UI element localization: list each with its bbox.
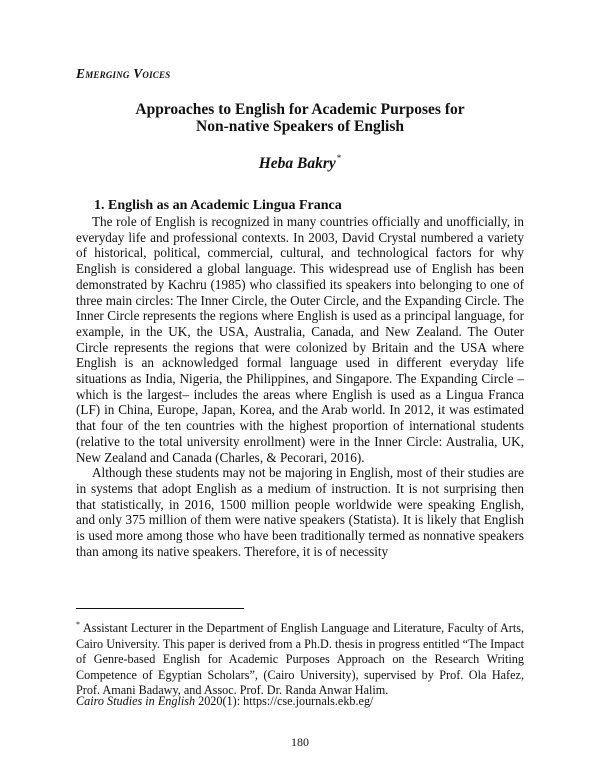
- footnote-divider: [76, 608, 244, 609]
- footnote-text: Assistant Lecturer in the Department of English Language and Literature, Faculty of Arts, Cairo University. This paper is derived from a Ph.D. thesis in progress entitled “The Impact of Genre-based English for Academic Purposes Approach on the Research Writing Competence of Egyptian Scholars”, (Cairo University), supervised by Prof. Ola Hafez, Prof. Amani Badawy, and Assoc. Prof. Dr. Randa Anwar Halim.: [76, 621, 524, 698]
- article-title-line-1: Approaches to English for Academic Purposes for: [135, 101, 465, 118]
- author-footnote-mark: *: [336, 153, 342, 163]
- footnote-mark: *: [76, 620, 80, 629]
- footnote: [76, 617, 524, 699]
- article-title: [76, 101, 524, 135]
- author-line: [76, 153, 524, 173]
- journal-name: Cairo Studies in English: [76, 694, 196, 708]
- article-title-line-2: Non-native Speakers of English: [196, 118, 404, 135]
- paragraph-1: The role of English is recognized in many countries officially and unofficially, in everyday life and professional contexts. In 2003, David Crystal numbered a variety of historical, political, commercial, cultural, and technological factors for why English is considered a global language. This widespread use of English has been demonstrated by Kachru (1985) who classified its speakers into belonging to one of three main circles: The Inner Circle, the Outer Circle, and the Expanding Circle. The Inner Circle represents the regions where English is used as a principal language, for example, in the UK, the USA, Australia, Canada, and New Zealand. The Outer Circle represents the regions that were colonized by Britain and the USA where English is an acknowledged formal language used in different everyday life situations as India, Nigeria, the Philippines, and Singapore. The Expanding Circle –which is the largest– includes the areas where English is used as a Lingua Franca (LF) in China, Europe, Japan, Korea, and the Arab world. In 2012, it was estimated that four of the ten countries with the highest proportion of international students (relative to the total university enrollment) were in the Inner Circle: Australia, UK, New Zealand and Canada (Charles, & Pecorari, 2016).: [76, 214, 524, 465]
- journal-citation: [76, 694, 373, 709]
- section-heading: 1. English as an Academic Lingua Franca: [94, 198, 342, 213]
- author-name: Heba Bakry: [258, 155, 336, 172]
- body-text: [76, 214, 524, 559]
- section-tag: Emerging Voices: [76, 66, 171, 81]
- paragraph-2: Although these students may not be majoring in English, most of their studies are in systems that adopt English as a medium of instruction. It is not surprising then that statistically, in 2016, 1500 million people worldwide were speaking English, and only 375 million of them were native speakers (Statista). It is likely that English is used more among those who have been traditionally termed as nonnative speakers than among its native speakers. Therefore, it is of necessity: [76, 465, 524, 559]
- page-number: 180: [291, 735, 309, 749]
- journal-details: 2020(1): https://cse.journals.ekb.eg/: [198, 694, 374, 708]
